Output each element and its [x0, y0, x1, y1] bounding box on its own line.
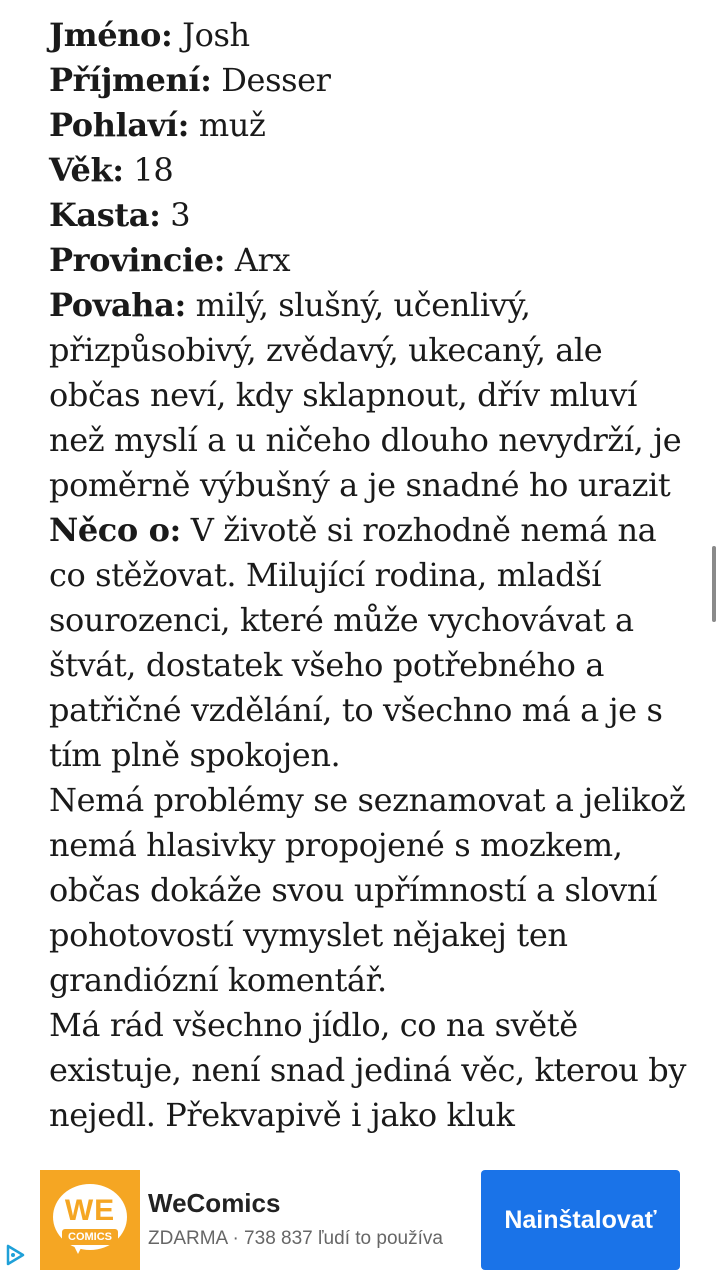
app-meta: ZDARMA · 738 837 ľudí to používa — [148, 1228, 443, 1249]
field-last-name — [49, 58, 689, 103]
field-caste — [49, 193, 689, 238]
field-label: Něco o: — [49, 511, 181, 549]
logo-text-we: WE — [64, 1194, 116, 1227]
field-label: Povaha: — [49, 286, 186, 324]
scrollbar-thumb[interactable] — [712, 546, 716, 622]
app-logo[interactable] — [40, 1170, 140, 1270]
about-paragraph: Má rád všechno jídlo, co na světě existuje, není snad jediná věc, kterou by nejedl. Překvapivě i jako kluk — [49, 1006, 687, 1134]
field-value: Arx — [225, 241, 291, 279]
field-first-name — [49, 13, 689, 58]
field-about — [49, 508, 689, 778]
about-paragraph: Nemá problémy se seznamovat a jelikož nemá hlasivky propojené s mozkem, občas dokáže svou upřímností a slovní pohotovostí vymyslet nějakej ten grandiózní komentář. — [49, 781, 686, 999]
field-personality — [49, 283, 689, 508]
field-label: Pohlaví: — [49, 106, 190, 144]
field-label: Věk: — [49, 151, 124, 189]
field-gender — [49, 103, 689, 148]
app-name[interactable]: WeComics — [148, 1188, 281, 1218]
field-value: milý, slušný, učenlivý, přizpůsobivý, zvědavý, ukecaný, ale občas neví, kdy sklapnout, dřív mluví než myslí a u ničeho dlouho nevydrží, je poměrně výbušný a je snadné ho urazit — [49, 286, 682, 504]
field-label: Provincie: — [49, 241, 226, 279]
field-province — [49, 238, 689, 283]
field-value: 18 — [123, 151, 174, 189]
character-profile — [49, 13, 689, 1138]
field-label: Jméno: — [49, 16, 173, 54]
field-label: Příjmení: — [49, 61, 212, 99]
ad-banner[interactable] — [0, 1160, 720, 1280]
field-value: V životě si rozhodně nemá na co stěžovat. Milující rodina, mladší sourozenci, které může vychovávat a štvát, dostatek všeho potřebného a patřičné vzdělání, to všechno má a je s tím plně spokojen. — [49, 511, 663, 774]
field-value: 3 — [160, 196, 191, 234]
logo-text-comics: COMICS — [62, 1229, 118, 1245]
field-value: Desser — [211, 61, 331, 99]
adchoices-icon[interactable] — [0, 1240, 30, 1270]
field-label: Kasta: — [49, 196, 161, 234]
install-button[interactable]: Nainštalovať — [481, 1170, 680, 1270]
field-value: Josh — [172, 16, 250, 54]
field-value: muž — [189, 106, 266, 144]
field-age — [49, 148, 689, 193]
